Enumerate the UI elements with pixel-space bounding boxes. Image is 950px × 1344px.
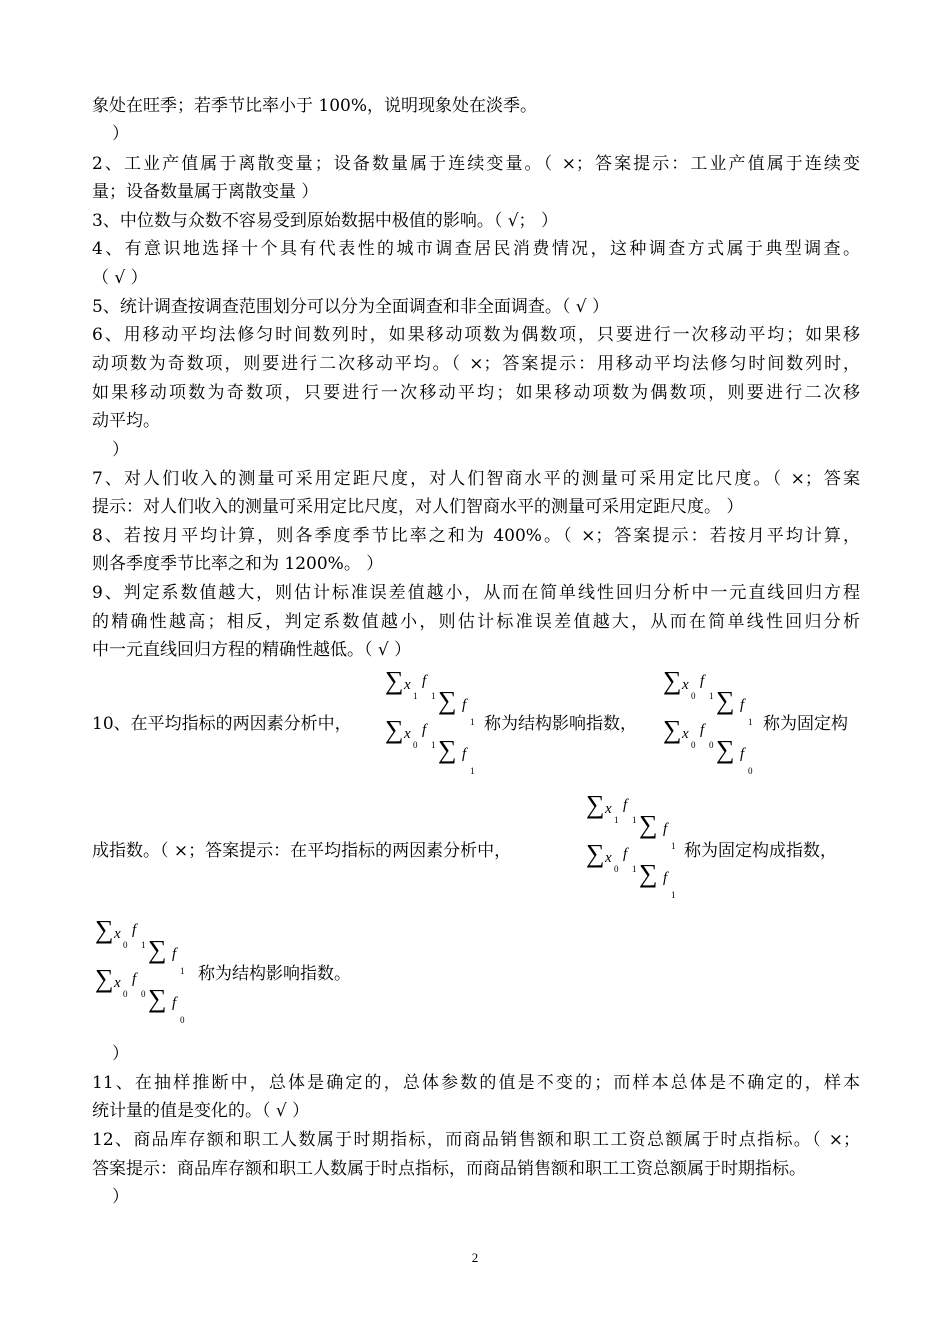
text-line: 称为结构影响指数。: [198, 964, 351, 984]
formula-structure-index-answer: ∑ x 0 f 1 ∑ f 1 ∑ x 0 f 0 ∑ f 0: [95, 915, 185, 1025]
text-line: （ √ ）: [92, 268, 148, 288]
formula-fixed-index-answer: ∑ x 1 f 1 ∑ f 1 ∑ x 0 f 1 ∑ f 1: [586, 790, 676, 900]
formula-fixed-index: ∑ x 0 f 1 ∑ f 1 ∑ x 0 f 0 ∑ f 0: [663, 666, 753, 776]
text-line: 的精确性越高；相反，判定系数值越小，则估计标准误差值越大，从而在简单线性回归分析: [92, 612, 860, 632]
text-line: 12、商品库存额和职工人数属于时期指标，而商品销售额和职工工资总额属于时点指标。（ ×；: [92, 1130, 860, 1150]
text-line: 9、判定系数值越大，则估计标准误差值越小，从而在简单线性回归分析中一元直线回归方程: [92, 583, 860, 603]
text-line: 8、若按月平均计算，则各季度季节比率之和为 400%。（ ×；答案提示：若按月平均计算，: [92, 526, 860, 546]
text-line: 6、用移动平均法修匀时间数列时，如果移动项数为偶数项，只要进行一次移动平均；如果移: [92, 325, 860, 345]
text-line: ）: [112, 1044, 129, 1064]
text-line: 4、有意识地选择十个具有代表性的城市调查居民消费情况，这种调查方式属于典型调查。: [92, 239, 860, 259]
text-line: 答案提示：商品库存额和职工人数属于时点指标，而商品销售额和职工工资总额属于时期指标。: [92, 1159, 806, 1179]
text-line: ）: [112, 124, 129, 144]
text-line: 11、在抽样推断中，总体是确定的，总体参数的值是不变的；而样本总体是不确定的，样本: [92, 1073, 860, 1093]
text-line: 动项数为奇数项，则要进行二次移动平均。（ ×；答案提示：用移动平均法修匀时间数列时，: [92, 354, 860, 374]
text-line: 如果移动项数为奇数项，只要进行一次移动平均；如果移动项数为偶数项，则要进行二次移: [92, 383, 860, 403]
text-line: 量；设备数量属于离散变量 ）: [92, 182, 319, 202]
text-line: 7、对人们收入的测量可采用定距尺度，对人们智商水平的测量可采用定比尺度。（ ×；答案: [92, 469, 860, 489]
text-line: 称为固定构: [763, 714, 848, 734]
text-line: 统计量的值是变化的。（ √ ）: [92, 1101, 310, 1121]
text-line: ）: [112, 440, 129, 460]
text-line: 3、中位数与众数不容易受到原始数据中极值的影响。（ √； ）: [92, 211, 558, 231]
text-line: 中一元直线回归方程的精确性越低。（ √ ）: [92, 640, 412, 660]
text-line: 称为结构影响指数，: [484, 714, 637, 734]
text-line: ）: [112, 1187, 129, 1207]
text-line: 10、在平均指标的两因素分析中，: [92, 714, 352, 734]
text-line: 提示：对人们收入的测量可采用定比尺度，对人们智商水平的测量可采用定距尺度。 ）: [92, 497, 744, 517]
text-line: 成指数。（ ×；答案提示：在平均指标的两因素分析中，: [92, 841, 512, 861]
text-line: 动平均。: [92, 411, 160, 431]
text-line: 象处在旺季；若季节比率小于 100%，说明现象处在淡季。: [92, 96, 538, 116]
text-line: 称为固定构成指数，: [684, 841, 837, 861]
text-line: 则各季度季节比率之和为 1200%。 ）: [92, 554, 384, 574]
text-line: 2、工业产值属于离散变量；设备数量属于连续变量。（ ×；答案提示：工业产值属于连续变: [92, 154, 860, 174]
page-number: 2: [471, 1250, 479, 1265]
text-line: 5、统计调查按调查范围划分可以分为全面调查和非全面调查。（ √ ）: [92, 297, 609, 317]
formula-structure-index: ∑ x 1 f 1 ∑ f 1 ∑ x 0 f 1 ∑ f 1: [385, 666, 475, 776]
